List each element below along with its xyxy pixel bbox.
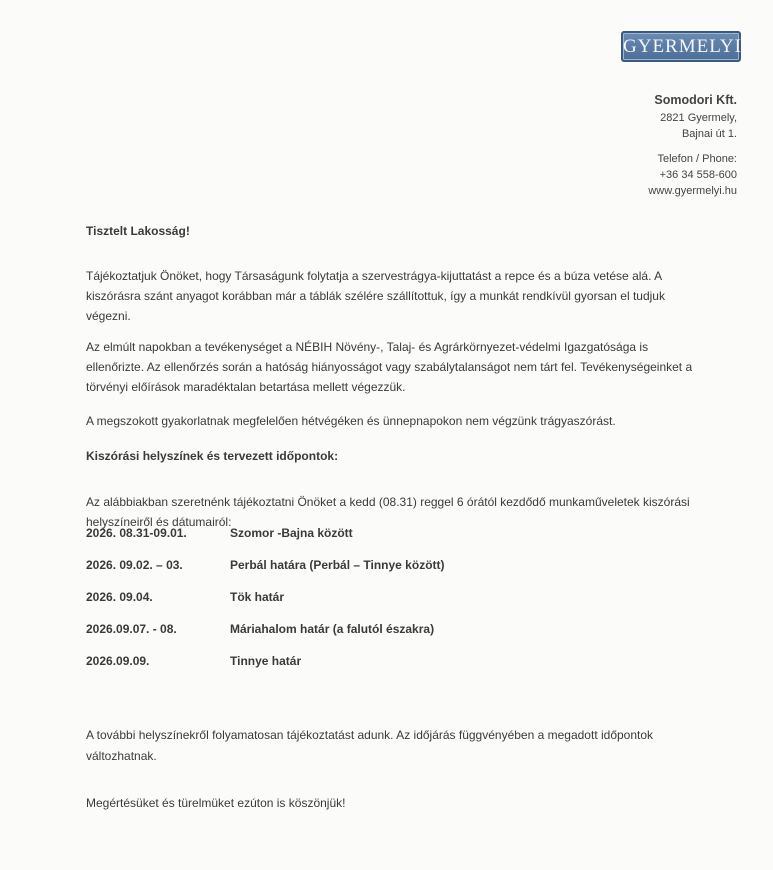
schedule-place: Tök határ	[230, 590, 285, 604]
website: www.gyermelyi.hu	[648, 185, 737, 197]
schedule-place: Perbál határa (Perbál – Tinnye között)	[230, 558, 445, 572]
schedule-date: 2026. 09.02. – 03.	[86, 558, 183, 572]
schedule-heading: Kiszórási helyszínek és tervezett időpontok:	[86, 449, 339, 463]
company-address	[648, 92, 737, 199]
schedule-place: Szomor -Bajna között	[230, 526, 353, 540]
schedule-date: 2026.09.09.	[86, 654, 150, 668]
paragraph-intro: Tájékoztatjuk Önöket, hogy Társaságunk folytatja a szervestrágya-kijuttatást a repce és a búza vetése alá. A kiszórásra szánt anyagot korábban már a táblák szélére szállítottuk, így a munkát rendkívül gyorsan el tudjuk végezni.	[86, 269, 665, 323]
closing-line: Megértésüket és türelmüket ezúton is köszönjük!	[86, 796, 346, 810]
phone-label: Telefon / Phone:	[657, 153, 737, 165]
schedule-row	[86, 590, 686, 622]
schedule-date: 2026. 09.04.	[86, 590, 153, 604]
address-line-1: 2821 Gyermely,	[660, 112, 737, 124]
schedule-row	[86, 558, 686, 590]
schedule-row	[86, 622, 686, 654]
greeting: Tisztelt Lakosság!	[86, 224, 190, 238]
schedule-row	[86, 526, 686, 558]
paragraph-schedule-intro: Az alábbiakban szeretnénk tájékoztatni Önöket a kedd (08.31) reggel 6 órától kezdődő munkaműveletek kiszórási helyszíneiről és dátumairól:	[86, 495, 690, 529]
company-name: Somodori Kft.	[654, 93, 737, 107]
paragraph-updates: A további helyszínekről folyamatosan tájékoztatást adunk. Az időjárás függvényében a megadott időpontok változhatnak.	[86, 728, 654, 763]
schedule-list	[86, 526, 686, 686]
paragraph-weekends: A megszokott gyakorlatnak megfelelően hétvégéken és ünnepnapokon nem végzünk trágyaszórást.	[86, 414, 616, 428]
company-logo: GYERMELYI	[621, 31, 741, 62]
schedule-date: 2026.09.07. - 08.	[86, 622, 177, 636]
schedule-place: Tinnye határ	[230, 654, 302, 668]
phone-number: +36 34 558-600	[659, 169, 737, 181]
schedule-row	[86, 654, 686, 686]
paragraph-inspection: Az elmúlt napokban a tevékenységet a NÉBIH Növény-, Talaj- és Agrárkörnyezet-védelmi Igazgatósága is ellenőrizte. Az ellenőrzés során a hatóság hiányosságot vagy szabálytalanságot nem tárt fel. Tevékenységeinket a törvényi előírások maradéktalan betartása mellett végezzük.	[86, 340, 693, 394]
schedule-place: Máriahalom határ (a falutól északra)	[230, 622, 435, 636]
address-line-2: Bajnai út 1.	[681, 128, 737, 140]
schedule-date: 2026. 08.31-09.01.	[86, 526, 187, 540]
